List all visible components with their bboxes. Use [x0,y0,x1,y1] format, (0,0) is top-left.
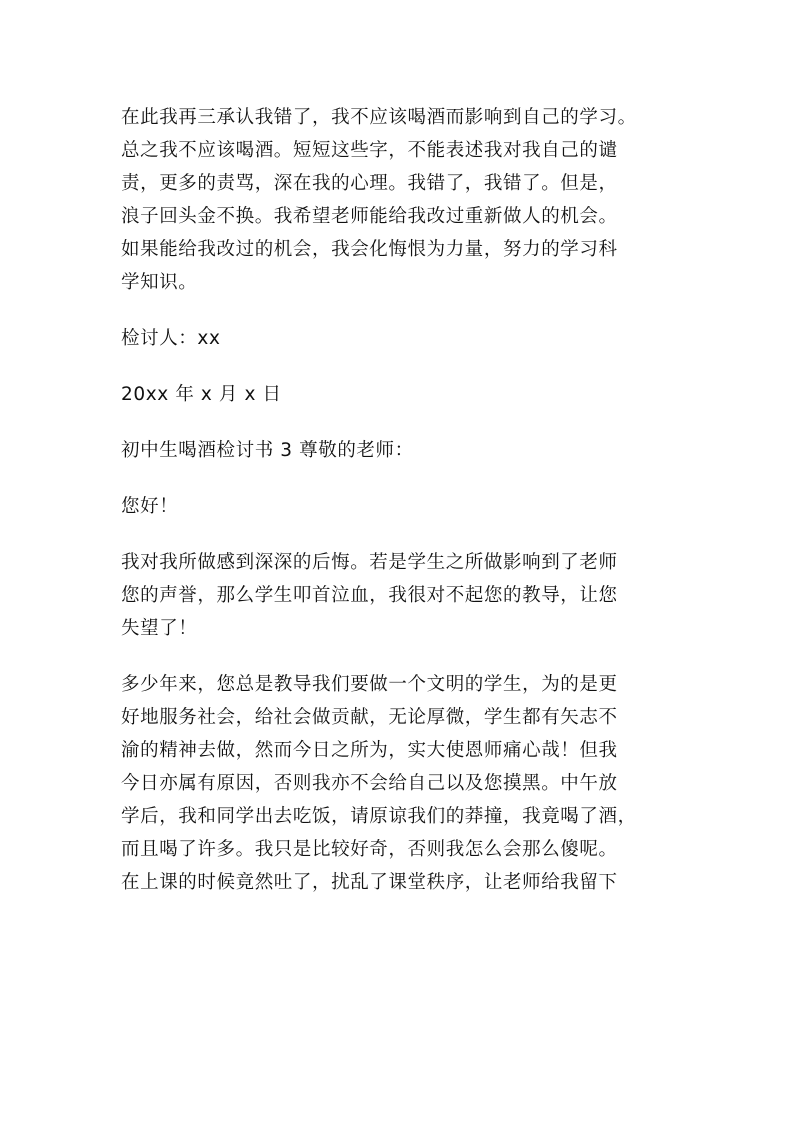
paragraph-date [121,378,691,411]
text-line: 好地服务社会，给社会做贡献，无论厚微，学生都有矢志不 [121,707,618,728]
text-line: 浪子回头金不换。我希望老师能给我改过重新做人的机会。 [121,206,618,227]
text-line: 今日亦属有原因，否则我亦不会给自己以及您摸黑。中午放 [121,773,618,794]
greeting-line: 您好！ [121,496,179,517]
date-line: 20xx 年 x 月 x 日 [121,384,282,405]
signatory-line: 检讨人：xx [121,328,221,349]
text-line: 您的声誉，那么学生叩首泣血，我很对不起您的教导，让您 [121,585,618,606]
text-line: 而且喝了许多。我只是比较好奇，否则我怎么会那么傻呢。 [121,839,618,860]
section-heading: 初中生喝酒检讨书 3 尊敬的老师： [121,440,414,461]
paragraph-signatory [121,322,691,355]
text-line: 渝的精神去做，然而今日之所为，实大使恩师痛心哉！但我 [121,740,618,761]
paragraph-regret [121,546,691,645]
paragraph-explanation [121,668,691,899]
paragraph-greeting [121,490,691,523]
document-body [121,101,691,899]
text-line: 学后，我和同学出去吃饭，请原谅我们的莽撞，我竟喝了酒， [121,806,637,827]
text-line: 我对我所做感到深深的后悔。若是学生之所做影响到了老师 [121,552,618,573]
text-line: 在此我再三承认我错了，我不应该喝酒而影响到自己的学习。 [121,107,637,128]
paragraph-section-heading [121,434,691,467]
text-line: 学知识。 [121,272,198,293]
text-line: 责，更多的责骂，深在我的心理。我错了，我错了。但是， [121,173,618,194]
paragraph-apology-intro [121,101,691,299]
text-line: 多少年来，您总是教导我们要做一个文明的学生，为的是更 [121,674,618,695]
text-line: 失望了！ [121,618,198,639]
text-line: 在上课的时候竟然吐了，扰乱了课堂秩序，让老师给我留下 [121,872,618,893]
text-line: 总之我不应该喝酒。短短这些字，不能表述我对我自己的谴 [121,140,618,161]
text-line: 如果能给我改过的机会，我会化悔恨为力量，努力的学习科 [121,239,618,260]
